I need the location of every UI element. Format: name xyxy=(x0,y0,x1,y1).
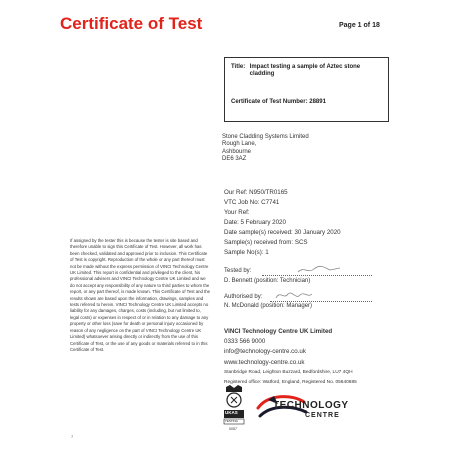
legal-notice: If assigned by the tester this is because the tester is site based and therefore unable to sign this Certificate of Test. However, all work has been checked, validated and approved prior to inclusion. This Certificate of Test is copyright. Reproduction of the whole or any part thereof must not be made without the express permission of VINCI Technology Centre UK Limited. This report is confidential and privileged to the client, his professional advisers and VINCI Technology Centre UK Limited and we do not accept any responsibility of any nature to third parties to whom the report, or any part thereof, is made known. This Certificate of Test and the results shown are based upon the information, drawings, samples and tests referred to herein. VINCI Technology Centre UK Limited accepts no liability for any damages, charges, costs (including, but not limited to, legal costs) or expenses in respect of or in relation to any damage to any property or other loss (save for death or personal injury occasioned by reason of any negligence on the part of VINCI Technology Centre UK Limited) whatsoever arising directly or indirectly from the use of this Certificate of Test, or the use of any goods or materials referred to in this Certificate of Test. xyxy=(70,238,211,352)
address-line: DE6 3AZ xyxy=(222,155,247,162)
your-ref: Your Ref: xyxy=(224,209,250,216)
company-details xyxy=(224,327,357,388)
company-web: www.technology-centre.co.uk xyxy=(224,358,305,366)
ukas-mark xyxy=(222,383,246,433)
company-name: VINCI Technology Centre UK Limited xyxy=(224,328,333,335)
test-title-value: Impact testing a sample of Aztec stone cladding xyxy=(249,64,361,77)
certificate-number xyxy=(231,99,326,105)
our-ref: Our Ref: N950/TR0165 xyxy=(224,189,288,196)
certificate-number-label: Certificate of Test Number: xyxy=(231,99,308,105)
tested-signature-icon xyxy=(296,264,342,276)
sample-number: Sample No(s): 1 xyxy=(224,249,269,256)
ukas-text: UKAS xyxy=(225,410,238,415)
company-phone: 0333 566 9000 xyxy=(224,338,266,346)
title-box xyxy=(224,57,389,122)
address-line: Stone Cladding Systems Limited xyxy=(222,134,309,140)
ukas-number: 0057 xyxy=(229,427,237,431)
page-number: Page 1 of 18 xyxy=(339,22,380,29)
ukas-caption: TESTING xyxy=(225,419,239,423)
test-title xyxy=(231,64,381,78)
tested-by-label: Tested by: xyxy=(224,268,252,274)
logo-subtitle: CENTRE xyxy=(305,412,340,419)
corner-mark: 7 xyxy=(71,434,74,439)
authorised-by-name: N. McDonald (position: Manager) xyxy=(224,303,313,309)
received-from: Sample(s) received from: SCS xyxy=(224,239,308,246)
address-line: Rough Lane, xyxy=(222,141,257,148)
job-number: VTC Job No: C7741 xyxy=(224,199,280,206)
test-title-label: Title: xyxy=(231,64,246,70)
company-email: info@technology-centre.co.uk xyxy=(224,348,306,356)
company-address: Stanbridge Road, Leighton Buzzard, Bedfordshire, LU7 4QH xyxy=(224,369,353,375)
client-address xyxy=(222,134,309,163)
address-line: Ashbourne xyxy=(222,148,252,155)
date: Date: 5 February 2020 xyxy=(224,219,286,226)
company-registered: Registered office: Watford, England, Registered No. 05640685 xyxy=(224,380,357,386)
authorised-signature-icon xyxy=(274,288,314,302)
page-title: Certificate of Test xyxy=(60,14,203,33)
logo-name: TECHNOLOGY xyxy=(273,400,349,411)
reference-details xyxy=(224,188,341,258)
authorised-by-label: Authorised by: xyxy=(224,294,263,300)
ukas-crown-icon xyxy=(222,383,246,433)
certificate-number-value: 28891 xyxy=(309,99,326,105)
date-received: Date sample(s) received: 30 January 2020 xyxy=(224,229,341,236)
tested-by-name: D. Bennett (position: Technician) xyxy=(224,278,311,284)
